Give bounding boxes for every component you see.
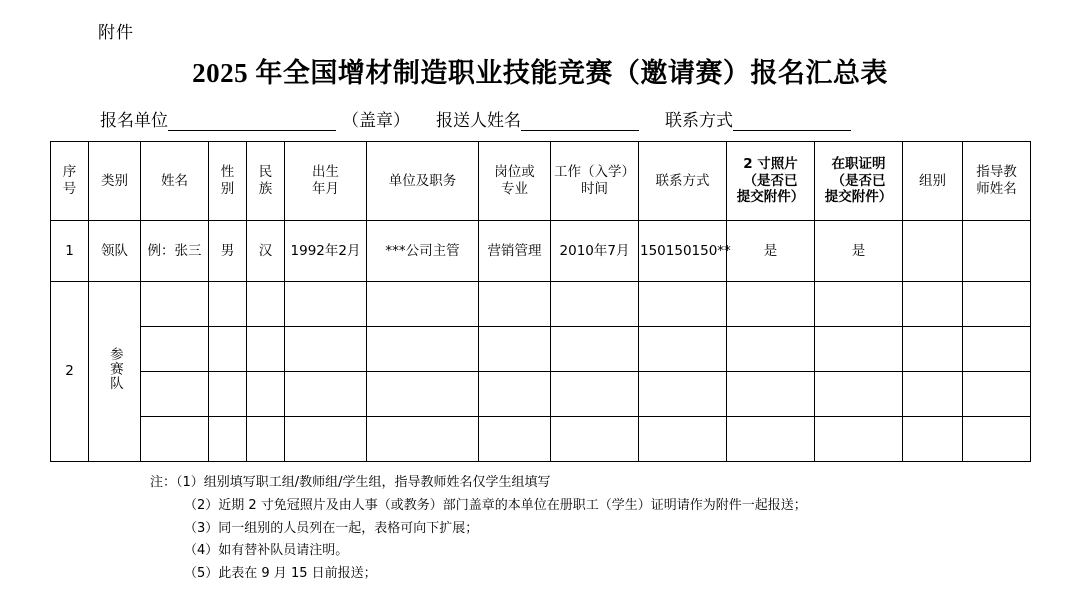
notes-title: 注：	[150, 475, 177, 490]
unit-input[interactable]	[168, 115, 336, 131]
cell-work-time[interactable]	[551, 282, 639, 327]
header-group: 组别	[903, 142, 963, 221]
cell-certificate: 是	[815, 221, 903, 282]
note-line	[150, 540, 1030, 563]
cell-ethnicity[interactable]	[247, 327, 285, 372]
cell-photo[interactable]	[727, 372, 815, 417]
reporter-input[interactable]	[521, 115, 639, 131]
header-contact: 联系方式	[639, 142, 727, 221]
cell-category	[89, 282, 141, 462]
table-row	[51, 372, 1031, 417]
cell-unit-position[interactable]	[367, 282, 479, 327]
cell-index: 1	[51, 221, 89, 282]
notes-section	[50, 472, 1030, 586]
reporter-label: 报送人姓名	[436, 111, 521, 130]
cell-ethnicity: 汉	[247, 221, 285, 282]
cell-teacher[interactable]	[963, 282, 1031, 327]
header-ethnicity: 民 族	[247, 142, 285, 221]
cell-contact[interactable]	[639, 417, 727, 462]
cell-group[interactable]	[903, 282, 963, 327]
cell-photo: 是	[727, 221, 815, 282]
cell-unit-position[interactable]	[367, 327, 479, 372]
cell-certificate[interactable]	[815, 372, 903, 417]
cell-birth[interactable]	[285, 327, 367, 372]
cell-group[interactable]	[903, 221, 963, 282]
cell-unit-position[interactable]	[367, 417, 479, 462]
cell-birth[interactable]	[285, 417, 367, 462]
header-photo: 2 寸照片 （是否已 提交附件）	[727, 142, 815, 221]
cell-category-label: 参赛队	[106, 347, 123, 391]
cell-birth[interactable]	[285, 282, 367, 327]
unit-field[interactable]	[100, 106, 336, 131]
cell-unit-position: ***公司主管	[367, 221, 479, 282]
cell-post-major[interactable]	[479, 372, 551, 417]
cell-gender[interactable]	[209, 372, 247, 417]
cell-name[interactable]	[141, 327, 209, 372]
cell-ethnicity[interactable]	[247, 372, 285, 417]
attachment-label: 附件	[98, 23, 134, 43]
cell-post-major: 营销管理	[479, 221, 551, 282]
cell-certificate[interactable]	[815, 327, 903, 372]
cell-post-major[interactable]	[479, 282, 551, 327]
header-unit-position: 单位及职务	[367, 142, 479, 221]
cell-photo[interactable]	[727, 417, 815, 462]
unit-label: 报名单位	[100, 111, 168, 130]
note-text: （4）如有替补队员请注明。	[184, 543, 349, 559]
cell-work-time[interactable]	[551, 372, 639, 417]
note-line	[150, 472, 1030, 495]
cell-ethnicity[interactable]	[247, 417, 285, 462]
cell-certificate[interactable]	[815, 282, 903, 327]
cell-gender: 男	[209, 221, 247, 282]
contact-label: 联系方式	[665, 111, 733, 130]
cell-name: 例：张三	[141, 221, 209, 282]
table-row	[51, 221, 1031, 282]
cell-birth: 1992年2月	[285, 221, 367, 282]
header-category: 类别	[89, 142, 141, 221]
cell-contact[interactable]	[639, 282, 727, 327]
table-row	[51, 282, 1031, 327]
contact-field[interactable]	[665, 106, 851, 131]
cell-work-time[interactable]	[551, 327, 639, 372]
cell-contact: 150150150**	[639, 221, 727, 282]
cell-photo[interactable]	[727, 282, 815, 327]
note-text: （1）组别填写职工组/教师组/学生组，指导教师姓名仅学生组填写	[176, 475, 551, 490]
cell-teacher[interactable]	[963, 372, 1031, 417]
cell-name[interactable]	[141, 372, 209, 417]
header-certificate: 在职证明 （是否已 提交附件）	[815, 142, 903, 221]
cell-category: 领队	[89, 221, 141, 282]
table-row	[51, 417, 1031, 462]
cell-photo[interactable]	[727, 327, 815, 372]
header-birth: 出生 年月	[285, 142, 367, 221]
header-gender: 性 别	[209, 142, 247, 221]
cell-certificate[interactable]	[815, 417, 903, 462]
meta-row	[50, 106, 1030, 131]
cell-group[interactable]	[903, 417, 963, 462]
cell-work-time[interactable]	[551, 417, 639, 462]
header-post-major: 岗位或 专业	[479, 142, 551, 221]
cell-group[interactable]	[903, 327, 963, 372]
cell-contact[interactable]	[639, 327, 727, 372]
registration-table	[50, 141, 1031, 462]
cell-index: 2	[51, 282, 89, 462]
note-line	[150, 518, 1030, 541]
note-text: （2）近期 2 寸免冠照片及由人事（或教务）部门盖章的本单位在册职工（学生）证明请作为附件一起报送；	[184, 497, 807, 513]
cell-gender[interactable]	[209, 327, 247, 372]
cell-ethnicity[interactable]	[247, 282, 285, 327]
cell-birth[interactable]	[285, 372, 367, 417]
seal-label: （盖章）	[342, 111, 410, 130]
note-line	[150, 495, 1030, 518]
cell-name[interactable]	[141, 282, 209, 327]
cell-work-time: 2010年7月	[551, 221, 639, 282]
header-work-time: 工作（入学） 时间	[551, 142, 639, 221]
contact-input[interactable]	[733, 115, 851, 131]
cell-gender[interactable]	[209, 282, 247, 327]
table-header-row	[51, 142, 1031, 221]
cell-gender[interactable]	[209, 417, 247, 462]
cell-post-major[interactable]	[479, 327, 551, 372]
cell-name[interactable]	[141, 417, 209, 462]
cell-post-major[interactable]	[479, 417, 551, 462]
cell-teacher[interactable]	[963, 417, 1031, 462]
note-text: （5）此表在 9 月 15 日前报送；	[184, 566, 377, 581]
reporter-field[interactable]	[436, 106, 639, 131]
header-index: 序 号	[51, 142, 89, 221]
note-line	[150, 563, 1030, 586]
table-row	[51, 327, 1031, 372]
cell-teacher[interactable]	[963, 221, 1031, 282]
header-name: 姓名	[141, 142, 209, 221]
header-teacher: 指导教 师姓名	[963, 142, 1031, 221]
cell-group[interactable]	[903, 372, 963, 417]
page-title: 2025 年全国增材制造职业技能竞赛（邀请赛）报名汇总表	[192, 58, 888, 88]
cell-unit-position[interactable]	[367, 372, 479, 417]
cell-teacher[interactable]	[963, 327, 1031, 372]
cell-contact[interactable]	[639, 372, 727, 417]
note-text: （3）同一组别的人员列在一起，表格可向下扩展；	[184, 520, 479, 536]
